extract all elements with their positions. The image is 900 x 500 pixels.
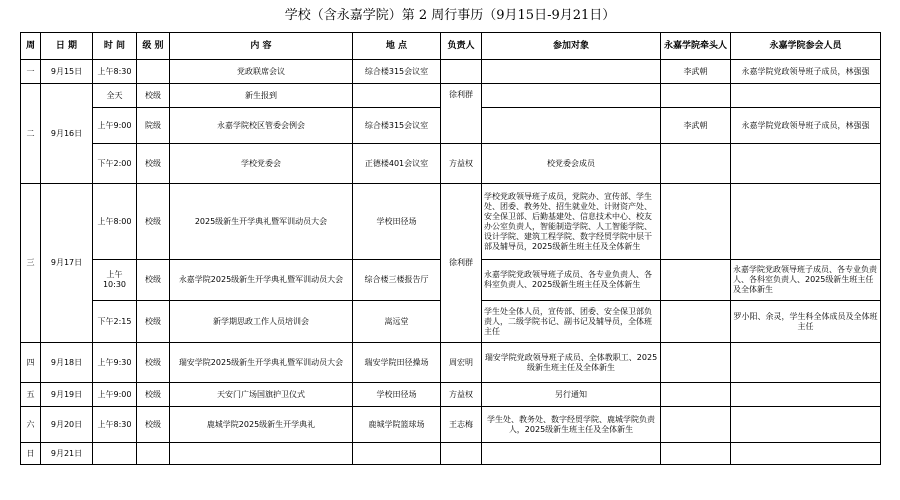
attendees-cell: [482, 84, 661, 108]
yj-lead-cell: [661, 84, 731, 108]
place-cell: 嵩远堂: [353, 301, 441, 343]
header-owner: 负责人: [441, 33, 482, 60]
day-cell: 一: [21, 60, 41, 84]
content-cell: 新生报到: [170, 84, 353, 108]
place-cell: 学校田径场: [353, 383, 441, 407]
yj-attendees-cell: [731, 144, 881, 184]
day-cell: 三: [21, 184, 41, 343]
table-row: [21, 84, 881, 108]
place-cell: 瑞安学院田径操场: [353, 343, 441, 383]
yj-attendees-cell: [731, 84, 881, 108]
attendees-cell: 学生处、教务处、数字经贸学院、鹿城学院负责人，2025级新生班主任及全体新生: [482, 407, 661, 443]
owner-cell: 王志梅: [441, 407, 482, 443]
yj-attendees-cell: [731, 184, 881, 260]
attendees-cell: 永嘉学院党政领导班子成员、各专业负责人、各科室负责人、2025级新生班主任及全体新生: [482, 260, 661, 301]
level-cell: [137, 60, 170, 84]
header-date: 日 期: [41, 33, 93, 60]
time-cell: 上午8:30: [93, 60, 137, 84]
content-cell: 永嘉学院2025级新生开学典礼暨军训动员大会: [170, 260, 353, 301]
date-cell: 9月16日: [41, 84, 93, 184]
yj-attendees-cell: 罗小阳、余灵，学生科全体成员及全体班主任: [731, 301, 881, 343]
header-place: 地 点: [353, 33, 441, 60]
time-cell: 上午8:00: [93, 184, 137, 260]
attendees-cell: 学校党政领导班子成员，党院办、宣传部、学生处、团委、教务处、招生就业处、计财资产处、安全保卫部、后勤基建处、信息技术中心、校友办公室负责人，智能制造学院、人工智能学院、设计学院、建筑工程学院、数字经贸学院中层干部及辅导员，2025级新生班主任及全体新生: [482, 184, 661, 260]
level-cell: 校级: [137, 260, 170, 301]
content-cell: 2025级新生开学典礼暨军训动员大会: [170, 184, 353, 260]
date-cell: 9月18日: [41, 343, 93, 383]
table-row: [21, 343, 881, 383]
place-cell: 综合楼315会议室: [353, 60, 441, 84]
empty-cell: [137, 443, 170, 465]
owner-cell: 周宏明: [441, 343, 482, 383]
table-row: [21, 383, 881, 407]
attendees-cell: [482, 60, 661, 84]
date-cell: 9月20日: [41, 407, 93, 443]
empty-cell: [441, 443, 482, 465]
header-content: 内 容: [170, 33, 353, 60]
date-cell: 9月17日: [41, 184, 93, 343]
content-cell: 永嘉学院校区管委会例会: [170, 108, 353, 144]
table-row: [21, 443, 881, 465]
header-yj-lead: 永嘉学院牵头人: [661, 33, 731, 60]
owner-cell: [441, 60, 482, 84]
table-row: [21, 407, 881, 443]
content-cell: 鹿城学院2025级新生开学典礼: [170, 407, 353, 443]
day-cell: 二: [21, 84, 41, 184]
table-row: [21, 144, 881, 184]
content-cell: 新学期思政工作人员培训会: [170, 301, 353, 343]
yj-lead-cell: [661, 144, 731, 184]
empty-cell: [93, 443, 137, 465]
owner-cell: 方益权: [441, 144, 482, 184]
day-cell: 日: [21, 443, 41, 465]
time-cell: 上午8:30: [93, 407, 137, 443]
table-row: [21, 184, 881, 260]
level-cell: 院级: [137, 108, 170, 144]
date-cell: 9月15日: [41, 60, 93, 84]
empty-cell: [482, 443, 661, 465]
owner-cell: 徐利群: [441, 84, 482, 144]
table-row: [21, 60, 881, 84]
place-cell: 综合楼三楼报告厅: [353, 260, 441, 301]
time-cell: 上午9:00: [93, 383, 137, 407]
yj-lead-cell: 李武朝: [661, 108, 731, 144]
attendees-cell: [482, 108, 661, 144]
empty-cell: [731, 443, 881, 465]
owner-cell: 徐利群: [441, 184, 482, 343]
level-cell: 校级: [137, 383, 170, 407]
content-cell: 天安门广场国旗护卫仪式: [170, 383, 353, 407]
date-cell: 9月19日: [41, 383, 93, 407]
owner-cell: 方益权: [441, 383, 482, 407]
yj-lead-cell: [661, 301, 731, 343]
header-yj-attendees: 永嘉学院参会人员: [731, 33, 881, 60]
schedule-table: [20, 32, 881, 465]
yj-attendees-cell: 永嘉学院党政领导班子成员、各专业负责人、各科室负责人、2025级新生班主任及全体新生: [731, 260, 881, 301]
time-cell: 下午2:15: [93, 301, 137, 343]
level-cell: 校级: [137, 184, 170, 260]
attendees-cell: 另行通知: [482, 383, 661, 407]
header-level: 级 别: [137, 33, 170, 60]
time-cell: 下午2:00: [93, 144, 137, 184]
time-cell: 上午10:30: [93, 260, 137, 301]
level-cell: 校级: [137, 301, 170, 343]
level-cell: 校级: [137, 343, 170, 383]
level-cell: 校级: [137, 144, 170, 184]
yj-lead-cell: [661, 260, 731, 301]
attendees-cell: 学生处全体人员，宣传部、团委、安全保卫部负责人，二级学院书记、副书记及辅导员，全体班主任: [482, 301, 661, 343]
level-cell: 校级: [137, 407, 170, 443]
attendees-cell: 瑞安学院党政领导班子成员、全体教职工、2025级新生班主任及全体新生: [482, 343, 661, 383]
place-cell: 学校田径场: [353, 184, 441, 260]
yj-attendees-cell: [731, 407, 881, 443]
page-title: 学校（含永嘉学院）第 2 周行事历（9月15日-9月21日）: [284, 8, 616, 23]
header-attendees: 参加对象: [482, 33, 661, 60]
day-cell: 五: [21, 383, 41, 407]
place-cell: [353, 84, 441, 108]
time-cell: 上午9:30: [93, 343, 137, 383]
place-cell: 鹿城学院篮球场: [353, 407, 441, 443]
content-cell: 党政联席会议: [170, 60, 353, 84]
day-cell: 六: [21, 407, 41, 443]
attendees-cell: 校党委会成员: [482, 144, 661, 184]
time-cell: 全天: [93, 84, 137, 108]
day-cell: 四: [21, 343, 41, 383]
yj-attendees-cell: [731, 343, 881, 383]
yj-attendees-cell: 永嘉学院党政领导班子成员，林强强: [731, 108, 881, 144]
yj-lead-cell: [661, 407, 731, 443]
header-time: 时 间: [93, 33, 137, 60]
empty-cell: [170, 443, 353, 465]
header-day: 周: [21, 33, 41, 60]
place-cell: 正德楼401会议室: [353, 144, 441, 184]
yj-attendees-cell: [731, 383, 881, 407]
yj-lead-cell: [661, 343, 731, 383]
header-row: [21, 33, 881, 60]
yj-lead-cell: 李武朝: [661, 60, 731, 84]
time-cell: 上午9:00: [93, 108, 137, 144]
yj-lead-cell: [661, 383, 731, 407]
content-cell: 学校党委会: [170, 144, 353, 184]
empty-cell: [353, 443, 441, 465]
yj-lead-cell: [661, 184, 731, 260]
content-cell: 瑞安学院2025级新生开学典礼暨军训动员大会: [170, 343, 353, 383]
date-cell: 9月21日: [41, 443, 93, 465]
place-cell: 综合楼315会议室: [353, 108, 441, 144]
level-cell: 校级: [137, 84, 170, 108]
yj-attendees-cell: 永嘉学院党政领导班子成员，林强强: [731, 60, 881, 84]
empty-cell: [661, 443, 731, 465]
